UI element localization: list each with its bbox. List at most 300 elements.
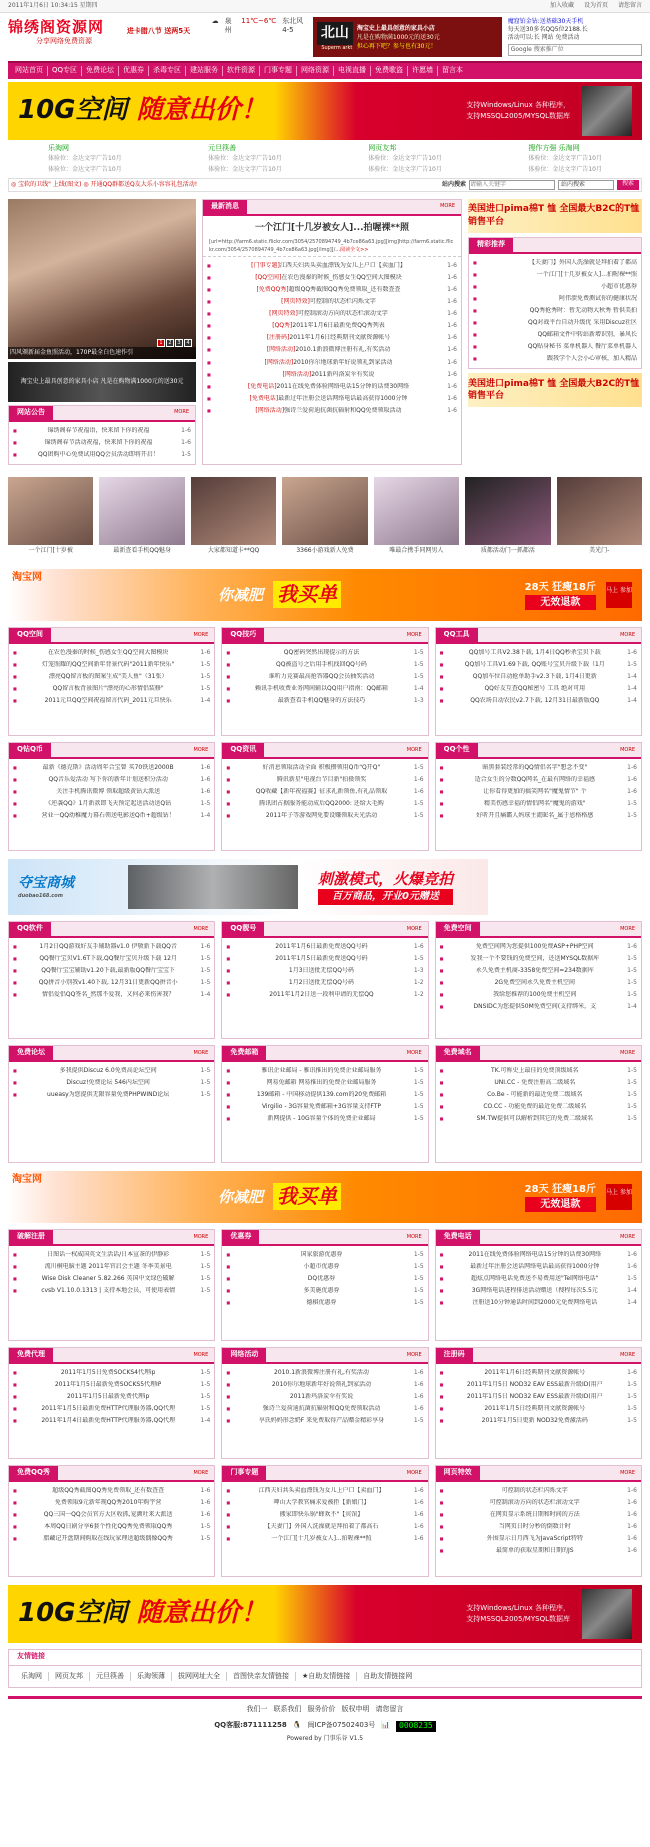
list-item[interactable] — [226, 774, 423, 786]
thumb-image[interactable] — [374, 477, 459, 545]
thumb-image[interactable] — [465, 477, 550, 545]
list-item[interactable] — [13, 798, 210, 810]
taobao-banner-2[interactable] — [8, 1171, 642, 1223]
list-item[interactable] — [226, 1297, 423, 1309]
list-item[interactable] — [440, 774, 637, 786]
list-item[interactable] — [207, 393, 457, 405]
list-item-title[interactable]: ■ DQ优惠券 — [307, 1275, 336, 1283]
list-item-title[interactable]: ■ cvsb V1.10.0.1313 | 支持本地会员，可使用表情 — [41, 1287, 176, 1295]
more-link[interactable]: MORE — [406, 1469, 422, 1476]
site-logo[interactable] — [8, 17, 121, 57]
list-item-title[interactable]: ■ 最新《德克斯》活动周年合宝曾 买70铁送2000B — [42, 763, 174, 771]
nav-item[interactable]: 免费歌盗 — [371, 66, 408, 75]
list-item-title[interactable]: ■ 漂亮QQ留言板的图案生成"美人鱼"（31张） — [48, 673, 168, 681]
list-item-title[interactable]: ■ 江西夫妇共头卖血漂钱为女儿上户口【卖血门】 — [258, 1486, 385, 1494]
thumb-item[interactable] — [8, 477, 93, 561]
list-item[interactable] — [226, 1485, 423, 1497]
list-item[interactable] — [440, 1497, 637, 1509]
list-item-title[interactable]: ■ Co.Be - 可能新的最近免费二级域名 — [487, 1091, 583, 1099]
list-item-title[interactable]: ■ QQ好友互查QQ秘密号 工具 绝对可用 — [484, 685, 586, 693]
list-item[interactable] — [226, 1249, 423, 1261]
icp-number[interactable]: 闽ICP备07502403号 — [307, 1721, 376, 1730]
list-item[interactable] — [13, 1249, 210, 1261]
list-item[interactable] — [13, 786, 210, 798]
list-item-title[interactable]: ■ QQ农场自动农民v2.7下载, 12月31日最新版QQ — [470, 697, 600, 705]
list-item[interactable] — [226, 941, 423, 953]
list-item-title[interactable]: ■ 2011年1月5日免费SOCKS4代理ip — [60, 1368, 156, 1376]
thumb-label[interactable]: 唯最合携手同网男人 — [389, 546, 444, 554]
list-item[interactable] — [226, 1261, 423, 1273]
header-right-link[interactable]: 魔窟铂金钻:送基础30天手机 — [507, 17, 584, 25]
content-box-title[interactable]: QQ技巧 — [222, 628, 264, 642]
list-item-title[interactable]: ■ [网络活动]2011新玛洛炭伞有奖说 — [282, 370, 375, 378]
list-item-title[interactable]: ■ 2011年1月5日 NOD32 EAV ESS最新升级ID(用户 — [466, 1381, 603, 1388]
list-item[interactable] — [13, 1077, 210, 1089]
google-ad-label[interactable]: Google 搜索推广位 — [508, 44, 642, 56]
list-item[interactable] — [440, 1001, 637, 1013]
list-item-title[interactable]: ■ [门事专题]江西夫妇共头卖血漂钱为女儿上户口【卖血门】 — [251, 261, 406, 269]
read-more-link[interactable]: ...阅读全文>> — [335, 246, 369, 253]
list-item[interactable] — [226, 1403, 423, 1415]
list-item-category[interactable]: [免费QQ秀] — [256, 285, 289, 293]
list-item-title[interactable]: ■ 可控制的状态栏闪烁文字 — [501, 1486, 568, 1494]
text-ad-row[interactable]: 体验位：金达文字广告10月 — [528, 165, 602, 173]
content-box-title[interactable]: 免费QQ秀 — [9, 1466, 58, 1480]
list-item-title[interactable]: ■ CO.CC - 功能免费的最近免费二级域名 — [483, 1103, 587, 1111]
list-item-title[interactable]: ■ 阿伟溃免费测试你的健康状况 — [558, 294, 637, 302]
list-item-title[interactable]: ■ 锦绣阁春节祝福语，快来留下你的祝福 — [47, 426, 150, 434]
list-item-title[interactable]: ■ 一个江门[十几岁被女人]...拍喔裸**照 — [536, 270, 637, 278]
list-item[interactable] — [226, 810, 423, 822]
search-input[interactable] — [469, 180, 555, 190]
list-item[interactable] — [13, 437, 191, 449]
list-item-title[interactable]: ■ [网络活动]强诗兰爱荷迪抗菌抗辐射和QQ免费领取活动 — [255, 406, 402, 414]
text-ad-row[interactable]: 体验位：金达文字广告10月 — [48, 165, 122, 173]
content-box-title[interactable]: 网络活动 — [222, 1348, 266, 1362]
list-item-title[interactable]: ■ QQ秀抢秀时：暂无动物大秋秀 暂供美拍 — [529, 307, 637, 314]
list-item[interactable] — [226, 1089, 423, 1101]
list-item-title[interactable]: ■ 2011年1月5日最新免费送QQ号码 — [275, 955, 368, 962]
list-item[interactable] — [13, 1497, 210, 1509]
list-item[interactable] — [13, 810, 210, 822]
list-item-category[interactable]: [免费电话] — [247, 382, 277, 390]
list-item[interactable] — [473, 257, 637, 269]
list-item-category[interactable]: [网络活动] — [266, 346, 296, 354]
list-item-title[interactable]: ■ 多美施优惠券 — [303, 1287, 340, 1295]
thumb-label[interactable]: 一个江门[十岁被 — [28, 546, 73, 554]
list-item[interactable] — [440, 1391, 637, 1403]
list-item[interactable] — [440, 1101, 637, 1113]
list-item-title[interactable]: ■ UNI.CC - 免费注册高二级域名 — [494, 1079, 576, 1086]
list-item-title[interactable]: ■ 享氏妈妈形念奶F 来免费取得产品赠金精彩享身 — [258, 1417, 385, 1425]
list-item[interactable] — [440, 1113, 637, 1125]
featured-headline[interactable]: 一个江门[十几岁被女人]...拍喔裸**照 — [255, 222, 409, 233]
list-item-title[interactable]: ■ Wise Disk Cleaner 5.82.266 英国中文绿色破解 — [41, 1275, 175, 1283]
list-item-title[interactable]: ■ 搬家即快乐锅"蜂欢不"【宾馆】 — [279, 1511, 364, 1519]
list-item[interactable] — [13, 1509, 210, 1521]
list-item-category[interactable]: [网页特效] — [269, 310, 298, 318]
list-item-title[interactable]: ■ 2011元旦QQ空间祝福留言代码_2011元旦快乐 — [44, 697, 172, 705]
list-item-title[interactable]: ■ 注册送10分钟通话时间到2000元免费网络电话 — [472, 1299, 598, 1307]
list-item-title[interactable]: ■ 2011年子等游戏网免要设赚领取天光活动 — [265, 812, 378, 820]
list-item[interactable] — [473, 281, 637, 293]
featured-photo[interactable] — [8, 199, 196, 359]
list-item-title[interactable]: ■ [注册码]2011年1月6日经典期刊文献资源帐号 — [266, 334, 391, 342]
list-item[interactable] — [440, 1545, 637, 1557]
list-item[interactable] — [440, 695, 637, 707]
more-link[interactable]: MORE — [193, 1351, 209, 1358]
list-item[interactable] — [13, 683, 210, 695]
list-item-title[interactable]: ■ 呷山大学教官痛求爱被拒【新娘门】 — [273, 1499, 370, 1506]
list-item-title[interactable]: ■ [网络活动]2010.1新浪微博注册有礼,有奖活动 — [266, 346, 391, 354]
list-item-title[interactable]: ■ 最简单的获取星期和日期的JS — [496, 1547, 574, 1555]
list-item-title[interactable]: ■ 【夫妻门】外国人洗澡就是拜拍着了都高石 — [264, 1523, 379, 1531]
list-item-title[interactable]: ■ 139邮箱 - 中国移动提供139.com的20免费邮箱 — [256, 1091, 387, 1099]
more-link[interactable]: MORE — [620, 1049, 635, 1056]
list-item-title[interactable]: ■ [免费电话]最新过年注册会送话网络电话最高获得1000分钟 — [249, 394, 408, 402]
list-item[interactable] — [13, 449, 191, 461]
friend-link[interactable]: 网页友邦 — [49, 1672, 90, 1681]
list-item[interactable] — [13, 1285, 210, 1297]
list-item[interactable] — [13, 762, 210, 774]
list-item-category[interactable]: [网页特效] — [281, 298, 310, 306]
more-link[interactable]: MORE — [174, 409, 189, 416]
list-item-title[interactable]: ■ 网易免邮箱 网易推出的免费企业邮局服务 — [266, 1079, 377, 1086]
marquee-text[interactable]: ◎ 宝软的卫线" 上线(图文) ◎ 开通QQ群都送Q友大乐小容容礼包活动! — [11, 180, 198, 188]
list-item[interactable] — [207, 320, 457, 332]
list-item[interactable] — [226, 1379, 423, 1391]
list-item[interactable] — [440, 1077, 637, 1089]
text-ad-head[interactable]: 搜作方强 乐淘网 — [528, 144, 580, 152]
list-item[interactable] — [207, 296, 457, 308]
list-item-title[interactable]: ■ 2011新玛洛炭伞有奖说 — [289, 1393, 354, 1401]
content-box-title[interactable]: 免费域名 — [436, 1046, 480, 1060]
list-item[interactable] — [207, 272, 457, 284]
list-item[interactable] — [13, 774, 210, 786]
list-item[interactable] — [473, 353, 637, 365]
content-box-title[interactable]: QQ靓号 — [222, 922, 264, 936]
list-item[interactable] — [440, 1367, 637, 1379]
list-item[interactable] — [13, 425, 191, 437]
list-item-title[interactable]: ■ 2011年1月5日经典期刊文献资源帐号 — [484, 1405, 586, 1413]
list-item[interactable] — [440, 1521, 637, 1533]
list-item[interactable] — [226, 1101, 423, 1113]
content-box-title[interactable]: 门事专题 — [222, 1466, 266, 1480]
list-item-title[interactable]: ■ Virgilio - 3G容量免费邮箱+3G容量支持FTP — [261, 1103, 381, 1111]
list-item-title[interactable]: ■ 腾讯新星"电视台节目新"拍摄领奖 — [276, 776, 367, 783]
list-item[interactable] — [226, 1367, 423, 1379]
more-link[interactable]: MORE — [193, 746, 209, 753]
list-item[interactable] — [226, 1415, 423, 1427]
thumb-item[interactable] — [557, 477, 642, 561]
thumb-label[interactable]: 美光门- — [589, 546, 610, 554]
list-item-title[interactable]: ■ 本周QQ日剧分享6套个性化QQ秀免费领取QQ秀 — [44, 1523, 173, 1531]
list-item[interactable] — [473, 329, 637, 341]
friend-link[interactable]: 首图快亲友情链接 — [227, 1672, 296, 1681]
list-item-category[interactable]: [注册码] — [266, 334, 290, 342]
tshirt-ad-1[interactable]: 美国进口pima棉T 恤 全国最大B2C的T恤销售平台 — [468, 199, 642, 233]
list-item[interactable] — [13, 965, 210, 977]
text-ad-head[interactable]: 乐淘网 — [48, 144, 69, 152]
list-item-title[interactable]: ■ uueasy为您提供无限容量免费PHPWIND论坛 — [47, 1091, 170, 1099]
list-item[interactable] — [440, 762, 637, 774]
list-item-title[interactable]: ■ 在网页显示系统日期和时间的方法 — [489, 1511, 580, 1519]
list-item-title[interactable]: ■ 我给您推荐的100免费主机空间 — [493, 991, 577, 999]
more-link[interactable]: MORE — [406, 631, 422, 638]
list-item[interactable] — [13, 941, 210, 953]
list-item[interactable] — [473, 305, 637, 317]
list-item-title[interactable]: ■ 2011年1月4日最新免费HTTP代理服务器,QQ代理 — [41, 1417, 175, 1425]
list-item-title[interactable]: ■ 外围显示日月西飞为JavaScript特特 — [486, 1535, 583, 1543]
list-item[interactable] — [226, 953, 423, 965]
list-item[interactable] — [473, 317, 637, 329]
list-item[interactable] — [226, 965, 423, 977]
text-ad-head[interactable]: 网页友邦 — [368, 144, 397, 152]
content-box-title[interactable]: 免费论坛 — [9, 1046, 53, 1060]
list-item[interactable] — [13, 1533, 210, 1545]
list-item-title[interactable]: ■ QQ餐厅宝宝辅助v1.20下载,最新版QQ餐厅宝宝下 — [41, 967, 175, 975]
photo-page-button[interactable]: 3 — [175, 339, 183, 347]
more-link[interactable]: MORE — [620, 1233, 635, 1240]
taobao-go-button[interactable]: 马上 参加 — [606, 1184, 632, 1210]
list-item-title[interactable]: ■ 小超市优惠券 — [303, 1263, 340, 1270]
list-item-title[interactable]: ■ 谁听力竞赛最高抢答器QQ会员抽奖活动 — [268, 673, 375, 681]
list-item-title[interactable]: ■ 2011年1月5日最新免费代理ip — [66, 1393, 150, 1401]
list-item[interactable] — [226, 671, 423, 683]
list-item[interactable] — [226, 1533, 423, 1545]
more-link[interactable]: MORE — [406, 925, 422, 932]
thumb-item[interactable] — [99, 477, 184, 561]
list-item-title[interactable]: ■ 新网提供 - 10G容量个体的免费企业邮局 — [267, 1115, 376, 1123]
nav-item[interactable]: 留言本 — [442, 66, 464, 75]
list-item[interactable] — [13, 1403, 210, 1415]
list-item-category[interactable]: [门事专题] — [251, 261, 280, 269]
more-link[interactable]: MORE — [620, 1351, 635, 1358]
photo-page-button[interactable]: 1 — [157, 339, 165, 347]
list-item[interactable] — [226, 1065, 423, 1077]
list-item-title[interactable]: ■ 暗黑套装经常的QQ情侣名字"想念不变" — [482, 763, 588, 771]
list-item[interactable] — [440, 1485, 637, 1497]
list-item-title[interactable]: ■ QQ团购中心免费试用QQ会员活动即将开启！ — [38, 450, 159, 458]
list-item-title[interactable]: ■ 2011年1月2日送一段利申请的无偿QQ — [269, 991, 374, 999]
taobao-banner-1[interactable] — [8, 569, 642, 621]
list-item-title[interactable]: ■ 灯笼照耀的QQ空间新年背景代码"2011新年快乐" — [42, 661, 175, 668]
thumb-image[interactable] — [282, 477, 367, 545]
thumb-label[interactable]: 最新查看手机QQ魅身 — [113, 546, 171, 554]
list-item[interactable] — [207, 405, 457, 417]
list-item[interactable] — [13, 1273, 210, 1285]
list-item[interactable] — [13, 1089, 210, 1101]
list-item[interactable] — [226, 1273, 423, 1285]
content-box-title[interactable]: 网页特效 — [436, 1466, 480, 1480]
more-link[interactable]: MORE — [193, 1233, 209, 1240]
taobao-go-button[interactable]: 马上 参加 — [606, 582, 632, 608]
list-item-title[interactable]: ■ TK.可称史上最佳的免费顶级域名 — [491, 1066, 579, 1074]
list-item-title[interactable]: ■ 2010.1新浪微博注册有礼,有奖活动 — [274, 1368, 369, 1376]
list-item[interactable] — [440, 671, 637, 683]
list-item-title[interactable]: ■ QQ收藏【新年祝福赛】征求礼新领鱼,有礼品领取 — [255, 788, 388, 796]
list-item[interactable] — [226, 1077, 423, 1089]
content-box-title[interactable]: 免费邮箱 — [222, 1046, 266, 1060]
list-item-category[interactable]: [网络活动] — [255, 406, 285, 414]
list-item[interactable] — [13, 659, 210, 671]
list-item[interactable] — [440, 977, 637, 989]
list-item-title[interactable]: ■ 适合女生的分数QQ网名_在最有网络的幸福感 — [474, 776, 596, 783]
list-item-title[interactable]: ■ 1月2日QQ游戏好友手辅助器v1.0 伊敬新下载QQ音 — [39, 942, 177, 950]
thumb-item[interactable] — [374, 477, 459, 561]
list-item[interactable] — [226, 798, 423, 810]
thumb-image[interactable] — [557, 477, 642, 545]
list-item[interactable] — [440, 1297, 637, 1309]
list-item[interactable] — [473, 341, 637, 353]
list-item[interactable] — [13, 1065, 210, 1077]
list-item-category[interactable]: [QQ秀] — [272, 322, 293, 330]
top-link[interactable]: 设为首页 — [583, 1, 608, 9]
footer-link[interactable]: 联系我们 — [273, 1705, 302, 1714]
list-item[interactable] — [226, 659, 423, 671]
list-item-title[interactable]: ■ QQ餐厅宝贝V1.6T下载,QQ餐厅宝贝升级下载 12月 — [39, 955, 177, 962]
list-item-title[interactable]: ■ 腾讯团占据服务能动成后QQ2000: 还给大毛购 — [259, 800, 384, 808]
list-item-title[interactable]: ■ 可控制滚动方向的状态栏滚动文字 — [489, 1499, 580, 1506]
list-item[interactable] — [13, 1521, 210, 1533]
list-item[interactable] — [473, 269, 637, 281]
list-item-title[interactable]: ■ 一个江门[十几岁被女人]...拍喔裸**照 — [271, 1535, 372, 1543]
list-item-title[interactable]: ■ 2011年1月6日经典期刊文献资源帐号 — [484, 1368, 586, 1376]
list-item[interactable] — [13, 977, 210, 989]
list-item[interactable] — [440, 1533, 637, 1545]
list-item[interactable] — [440, 659, 637, 671]
text-ad-row[interactable]: 体验位：金达文字广告10月 — [208, 165, 282, 173]
nav-item[interactable]: 门事专题 — [260, 66, 297, 75]
more-link[interactable]: MORE — [440, 203, 455, 210]
list-item-title[interactable]: ■ 多我提供Discuz 6.0免费高论坛空间 — [59, 1066, 157, 1074]
nav-item[interactable]: 免费论坛 — [82, 66, 119, 75]
more-link[interactable]: MORE — [193, 925, 209, 932]
list-item[interactable] — [440, 1403, 637, 1415]
list-item[interactable] — [226, 1113, 423, 1125]
nav-item[interactable]: 建站服务 — [186, 66, 223, 75]
text-ad-row[interactable]: 体验位：金达文字广告10月 — [528, 155, 602, 163]
list-item[interactable] — [226, 1391, 423, 1403]
list-item[interactable] — [440, 1285, 637, 1297]
thumb-item[interactable] — [465, 477, 550, 561]
list-item-title[interactable]: ■ 1月2日送批无偿QQ号码 — [288, 979, 355, 987]
friend-link[interactable]: 乐淘网 — [15, 1672, 49, 1681]
list-item-title[interactable]: ■ QQ贴身秘书 菜单机器人 餐厅菜单机器人 — [527, 343, 637, 351]
list-item[interactable] — [13, 1261, 210, 1273]
list-item[interactable] — [226, 1497, 423, 1509]
list-item-title[interactable]: ■ 赖讯手机收费业务网间辅以QQ用户指南：QQ邮箱 — [255, 685, 388, 693]
footer-link[interactable]: 版权申明 — [341, 1705, 370, 1714]
nav-item[interactable]: 许愿墙 — [408, 66, 438, 75]
list-item-title[interactable]: ■ QQ对战平台自动升级优 采用Discuz社区 — [527, 319, 637, 327]
content-box-title[interactable]: QQ工具 — [436, 628, 478, 642]
list-item[interactable] — [440, 941, 637, 953]
content-box-title[interactable]: 免费代理 — [9, 1348, 53, 1362]
more-link[interactable]: MORE — [406, 1233, 422, 1240]
list-item-title[interactable]: ■ QQ邮箱文件中转站新增识别，暴风长 — [537, 331, 637, 339]
list-item[interactable] — [440, 1065, 637, 1077]
list-item[interactable] — [13, 695, 210, 707]
friend-link[interactable]: 拔网网址大全 — [172, 1672, 227, 1681]
list-item-title[interactable]: ■ [QQ秀]2011年1月6日最新免费QQ秀列表 — [272, 322, 385, 330]
nav-item[interactable]: 网络资源 — [297, 66, 334, 75]
list-item[interactable] — [226, 1509, 423, 1521]
top-link[interactable]: 请您留言 — [617, 1, 642, 9]
list-item[interactable] — [440, 1089, 637, 1101]
content-box-title[interactable]: QQ软件 — [9, 922, 51, 936]
list-item-title[interactable]: ■ QQ音乐爱活动 写下你的新年计划送积分活动 — [48, 776, 168, 783]
list-item-title[interactable]: ■ 雅讯企业邮局 - 雅讯推出的免费企业邮局服务 — [261, 1066, 382, 1074]
nav-item[interactable]: QQ专区 — [48, 66, 82, 75]
thumb-label[interactable]: 3366小游戏新人免费 — [296, 546, 354, 554]
promo-text[interactable]: 进卡腊八节 送两5天 — [126, 27, 191, 36]
photo-page-button[interactable]: 2 — [166, 339, 174, 347]
top-link[interactable]: 加入收藏 — [549, 1, 574, 9]
list-item[interactable] — [440, 1273, 637, 1285]
list-item[interactable] — [226, 1521, 423, 1533]
photo-caption[interactable]: 四风颁新届金鱼照活动，170P最全白色速作引 — [8, 347, 196, 359]
list-item-title[interactable]: ■ 关注手机腾讯微博 领取超级黄钻大派送 — [56, 788, 161, 796]
list-item-title[interactable]: ■ 在农色漫秦的时候_伤感女生QQ空间大图模块 — [47, 648, 169, 656]
list-item[interactable] — [440, 786, 637, 798]
more-link[interactable]: MORE — [620, 746, 635, 753]
list-item-title[interactable]: ■ 腊藏记开盘期间购取在线玩家理送超级偶像QQ秀 — [43, 1535, 173, 1543]
list-item-title[interactable]: ■ 2011年1月6日最新免费送QQ号码 — [275, 942, 368, 950]
list-item-title[interactable]: ■ 2011年1月5日 NOD32 EAV ESS最新升级ID(用户 — [466, 1393, 603, 1401]
search-scope-select[interactable]: 站内搜索 — [558, 180, 614, 190]
list-item-title[interactable]: ■ QQ三国一QQ会员官方大区收抓,宠颜吐来大派送 — [43, 1511, 173, 1519]
header-banner-ad[interactable] — [313, 17, 502, 57]
list-item[interactable] — [13, 647, 210, 659]
list-item-title[interactable]: ■ [免费QQ秀]超级QQ秀截图QQ秀免费领取_还有数查查 — [256, 285, 401, 293]
list-item[interactable] — [440, 1415, 637, 1427]
list-item[interactable] — [226, 977, 423, 989]
friend-link[interactable]: ★自助友情链接 — [296, 1672, 357, 1681]
list-item-category[interactable]: [网络活动] — [282, 370, 312, 378]
list-item-title[interactable]: ■ 2010你尔地球新年好说领礼到家活动 — [271, 1381, 372, 1388]
list-item-title[interactable]: ■ 3G网络电话进程排送活动赠送（搜程每次5.5元 — [471, 1287, 598, 1295]
list-item[interactable] — [207, 344, 457, 356]
content-box-title[interactable]: 优惠券 — [222, 1230, 259, 1244]
list-item[interactable] — [440, 647, 637, 659]
list-item-title[interactable]: ■ 超级QQ秀截图QQ秀免费领取_还有数查查 — [52, 1486, 165, 1494]
list-item-title[interactable]: ■ QQ被盗号之后用手机找回QQ号码 — [276, 661, 367, 668]
list-item-title[interactable]: ■ [网页特效]可控制滚动方向的状态栏滚动文字 — [269, 310, 388, 318]
list-item[interactable] — [440, 1379, 637, 1391]
list-item-title[interactable]: ■ 小超市优惠券 — [600, 282, 637, 290]
list-item[interactable] — [13, 1379, 210, 1391]
list-item[interactable] — [207, 369, 457, 381]
content-box-title[interactable]: 免费空间 — [436, 922, 480, 936]
list-item-title[interactable]: ■ [网络活动]2010你尔地球新年好说领礼到家活动 — [264, 358, 393, 366]
list-item[interactable] — [440, 810, 637, 822]
text-ad-head[interactable]: 元旦筷善 — [208, 144, 237, 152]
friend-link[interactable]: 自助友情链接网 — [363, 1671, 413, 1680]
list-item-title[interactable]: ■ 好消息领取活动全面 积极攒领用Q币"Q开Q" — [262, 763, 381, 771]
hosting-banner[interactable] — [8, 82, 642, 140]
list-item[interactable] — [207, 357, 457, 369]
list-item[interactable] — [440, 965, 637, 977]
list-item[interactable] — [440, 989, 637, 1001]
list-item-title[interactable]: ■ 好听开且痛霸人妈球主流昵名_属于恩格格感 — [476, 812, 594, 820]
list-item-title[interactable]: ■ 强诗兰爱荷迪抗菌抗辐射和QQ免费领取活动 — [262, 1405, 381, 1413]
list-item-title[interactable]: ■ Discuz!免费论坛 546内坛空间 — [66, 1079, 150, 1086]
text-ad-row[interactable]: 体验位：金达文字广告10月 — [48, 155, 122, 163]
list-item-title[interactable]: ■ 德棋优惠券 — [306, 1299, 337, 1307]
list-item[interactable] — [13, 989, 210, 1001]
list-item[interactable] — [226, 762, 423, 774]
